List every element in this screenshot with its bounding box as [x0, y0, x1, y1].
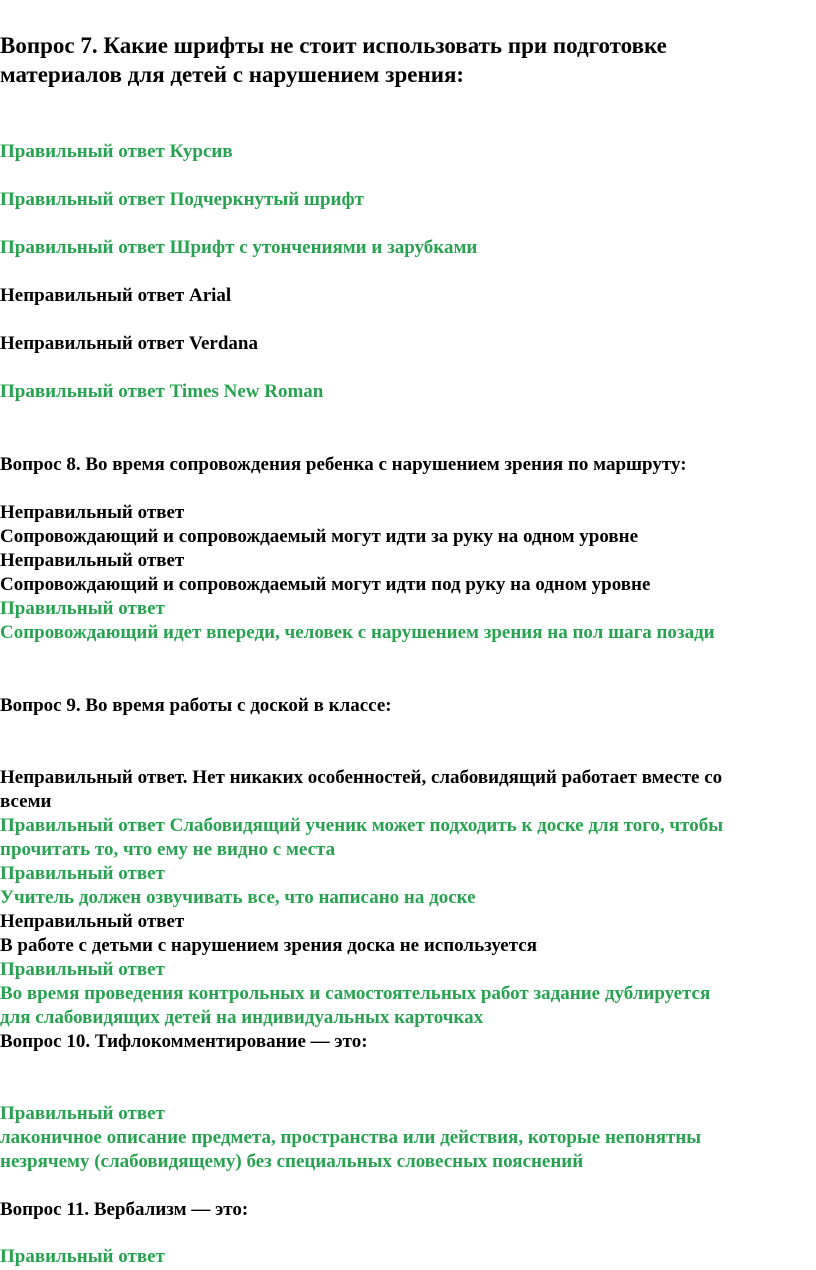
q9-answer-text-correct: Во время проведения контрольных и самостоятельных работ задание дублируется — [0, 983, 711, 1004]
q9-answer-correct-cont: прочитать то, что ему не видно с места — [0, 839, 336, 860]
question-9-title: Вопрос 9. Во время работы с доской в классе: — [0, 695, 392, 716]
q8-answer-text-correct: Сопровождающий идет впереди, человек с нарушением зрения на пол шага позади — [0, 622, 715, 643]
q10-answer-text-correct-cont: незрячему (слабовидящему) без специальных словесных пояснений — [0, 1151, 584, 1172]
q9-answer-text: В работе с детьми с нарушением зрения доска не используется — [0, 935, 537, 956]
q9-answer-text-correct-cont: для слабовидящих детей на индивидуальных карточках — [0, 1007, 484, 1028]
question-7-title-line-2: материалов для детей с нарушением зрения: — [0, 62, 465, 87]
q9-answer-text-correct: Учитель должен озвучивать все, что написано на доске — [0, 887, 476, 908]
q9-answer-incorrect-cont: всеми — [0, 791, 52, 812]
q11-label-correct: Правильный ответ — [0, 1246, 165, 1267]
q9-label-correct: Правильный ответ — [0, 863, 165, 884]
q9-label-correct: Правильный ответ — [0, 959, 165, 980]
question-8-title: Вопрос 8. Во время сопровождения ребенка с нарушением зрения по маршруту: — [0, 454, 687, 475]
question-11-title: Вопрос 11. Вербализм — это: — [0, 1199, 249, 1220]
q8-label-correct: Правильный ответ — [0, 598, 165, 619]
question-7-title-line-1: Вопрос 7. Какие шрифты не стоит использовать при подготовке — [0, 33, 667, 58]
q7-answer-incorrect: Неправильный ответ Verdana — [0, 333, 258, 354]
q8-answer-text: Сопровождающий и сопровождаемый могут идти за руку на одном уровне — [0, 526, 639, 547]
q7-answer-correct: Правильный ответ Подчеркнутый шрифт — [0, 189, 364, 210]
q7-answer-correct: Правильный ответ Times New Roman — [0, 381, 324, 402]
q7-answer-correct: Правильный ответ Шрифт с утончениями и зарубками — [0, 237, 478, 258]
question-10-title: Вопрос 10. Тифлокомментирование — это: — [0, 1031, 368, 1052]
q10-answer-text-correct: лаконичное описание предмета, пространства или действия, которые непонятны — [0, 1127, 702, 1148]
q9-label-incorrect: Неправильный ответ — [0, 911, 185, 932]
q7-answer-incorrect: Неправильный ответ Arial — [0, 285, 232, 306]
q8-label-incorrect: Неправильный ответ — [0, 502, 185, 523]
q9-answer-correct: Правильный ответ Слабовидящий ученик может подходить к доске для того, чтобы — [0, 815, 724, 836]
q8-answer-text: Сопровождающий и сопровождаемый могут идти под руку на одном уровне — [0, 574, 651, 595]
q7-answer-correct: Правильный ответ Курсив — [0, 141, 233, 162]
q9-answer-incorrect: Неправильный ответ. Нет никаких особенностей, слабовидящий работает вместе со — [0, 767, 723, 788]
q10-label-correct: Правильный ответ — [0, 1103, 165, 1124]
q8-label-incorrect: Неправильный ответ — [0, 550, 185, 571]
